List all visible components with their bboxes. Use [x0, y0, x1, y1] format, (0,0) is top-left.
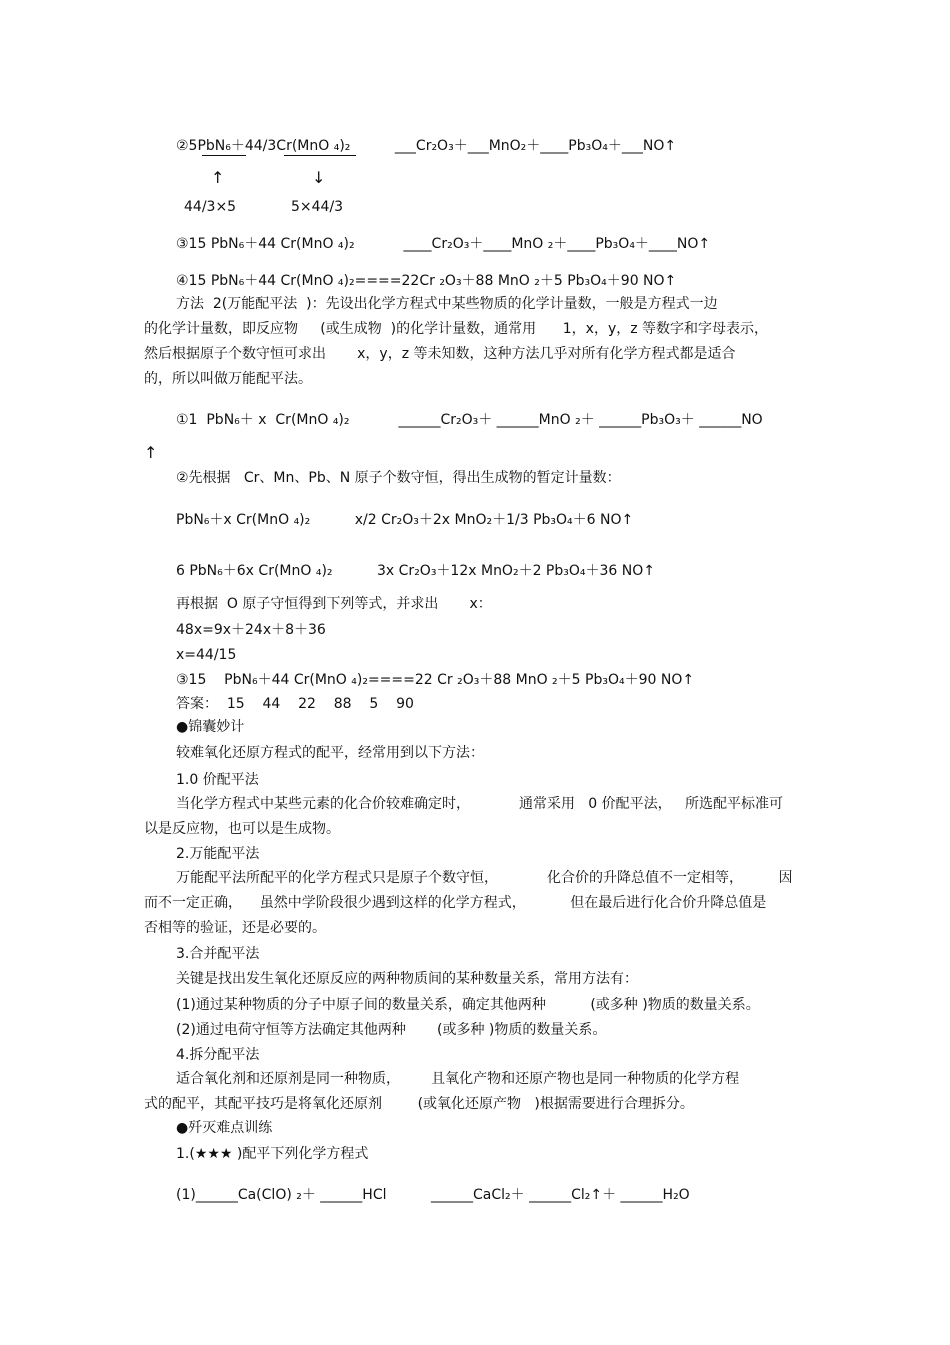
method1-line1: 当化学方程式中某些元素的化合价较难确定时， 通常采用 0 价配平法， 所选配平标准可	[176, 796, 784, 812]
method2-step1: ①1 PbN₆＋ x Cr(MnO ₄)₂ ______Cr₂O₃＋ ______MnO ₂＋ ______Pb₃O₃＋ ______NO	[176, 412, 763, 428]
oxygen-equation: 48x=9x＋24x＋8＋36	[176, 622, 326, 638]
method2-line3: 然后根据原子个数守恒可求出 x，y，z 等未知数，这种方法几乎对所有化学方程式都是适合	[144, 346, 736, 362]
method2b-line3: 否相等的验证，还是必要的。	[144, 920, 326, 936]
arrow-down-icon: ↓	[312, 168, 326, 187]
underline-right	[284, 155, 356, 156]
x-value: x=44/15	[176, 647, 237, 663]
equation-4: ④15 PbN₆＋44 Cr(MnO ₄)₂====22Cr ₂O₃＋88 MnO ₂＋5 Pb₃O₄＋90 NO↑	[176, 273, 677, 289]
underline-left	[202, 155, 246, 156]
question-1: 1.(★★★ )配平下列化学方程式	[176, 1146, 369, 1162]
method2-line1: 方法 2(万能配平法 )：先设出化学方程式中某些物质的化学计量数，一般是方程式一边	[176, 296, 718, 312]
equation-3: ③15 PbN₆＋44 Cr(MnO ₄)₂ ____Cr₂O₃＋____MnO ₂＋____Pb₃O₄＋____NO↑	[176, 236, 711, 252]
tips-intro: 较难氧化还原方程式的配平，经常用到以下方法：	[176, 745, 484, 761]
oxygen-balance-text: 再根据 O 原子守恒得到下列等式，并求出 x：	[176, 596, 492, 612]
method2-equation-a: PbN₆＋x Cr(MnO ₄)₂ x/2 Cr₂O₃＋2x MnO₂＋1/3 Pb₃O₄＋6 NO↑	[176, 512, 634, 528]
arrow-up-icon: ↑	[211, 168, 225, 187]
equation-2-5pbn6: ②5PbN₆＋44/3Cr(MnO ₄)₂ ___Cr₂O₃＋___MnO₂＋____Pb₃O₄＋___NO↑	[176, 138, 677, 154]
method4-line1: 适合氧化剂和还原剂是同一种物质， 且氧化产物和还原产物也是同一种物质的化学方程	[176, 1071, 740, 1087]
method1-title: 1.0 价配平法	[176, 772, 259, 788]
method3-title: 3.合并配平法	[176, 946, 260, 962]
section-title-training: ●歼灭难点训练	[176, 1120, 273, 1136]
method1-line2: 以是反应物，也可以是生成物。	[144, 821, 340, 837]
multiplier-left: 44/3×5	[184, 199, 237, 215]
answer: 答案： 15 44 22 88 5 90	[176, 696, 414, 712]
arrow-up-icon: ↑	[144, 443, 158, 462]
question-1-1: (1)______Ca(ClO) ₂＋ ______HCl ______CaCl₂＋ ______Cl₂↑＋ ______H₂O	[176, 1187, 690, 1203]
method3-line1: 关键是找出发生氧化还原反应的两种物质间的某种数量关系，常用方法有：	[176, 971, 638, 987]
method2b-title: 2.万能配平法	[176, 846, 260, 862]
method2-step3: ③15 PbN₆＋44 Cr(MnO ₄)₂====22 Cr ₂O₃＋88 MnO ₂＋5 Pb₃O₄＋90 NO↑	[176, 672, 695, 688]
method2b-line2: 而不一定正确， 虽然中学阶段很少遇到这样的化学方程式， 但在最后进行化合价升降总值是	[144, 895, 767, 911]
method2-line4: 的，所以叫做万能配平法。	[144, 371, 312, 387]
method2-step2: ②先根据 Cr、Mn、Pb、N 原子个数守恒，得出生成物的暂定计量数：	[176, 470, 621, 486]
method2b-line1: 万能配平法所配平的化学方程式只是原子个数守恒， 化合价的升降总值不一定相等， 因	[176, 870, 793, 886]
multiplier-right: 5×44/3	[291, 199, 344, 215]
method4-title: 4.拆分配平法	[176, 1047, 260, 1063]
method4-line2: 式的配平，其配平技巧是将氧化还原剂 (或氧化还原产物 )根据需要进行合理拆分。	[144, 1096, 694, 1112]
method3-line3: (2)通过电荷守恒等方法确定其他两种 (或多种 )物质的数量关系。	[176, 1022, 607, 1038]
method3-line2: (1)通过某种物质的分子中原子间的数量关系，确定其他两种 (或多种 )物质的数量关系。	[176, 997, 760, 1013]
method2-line2: 的化学计量数，即反应物 (或生成物 )的化学计量数，通常用 1，x，y，z 等数字和字母表示，	[144, 321, 769, 337]
section-title-tips: ●锦囊妙计	[176, 719, 245, 735]
method2-equation-b: 6 PbN₆＋6x Cr(MnO ₄)₂ 3x Cr₂O₃＋12x MnO₂＋2 Pb₃O₄＋36 NO↑	[176, 563, 655, 579]
